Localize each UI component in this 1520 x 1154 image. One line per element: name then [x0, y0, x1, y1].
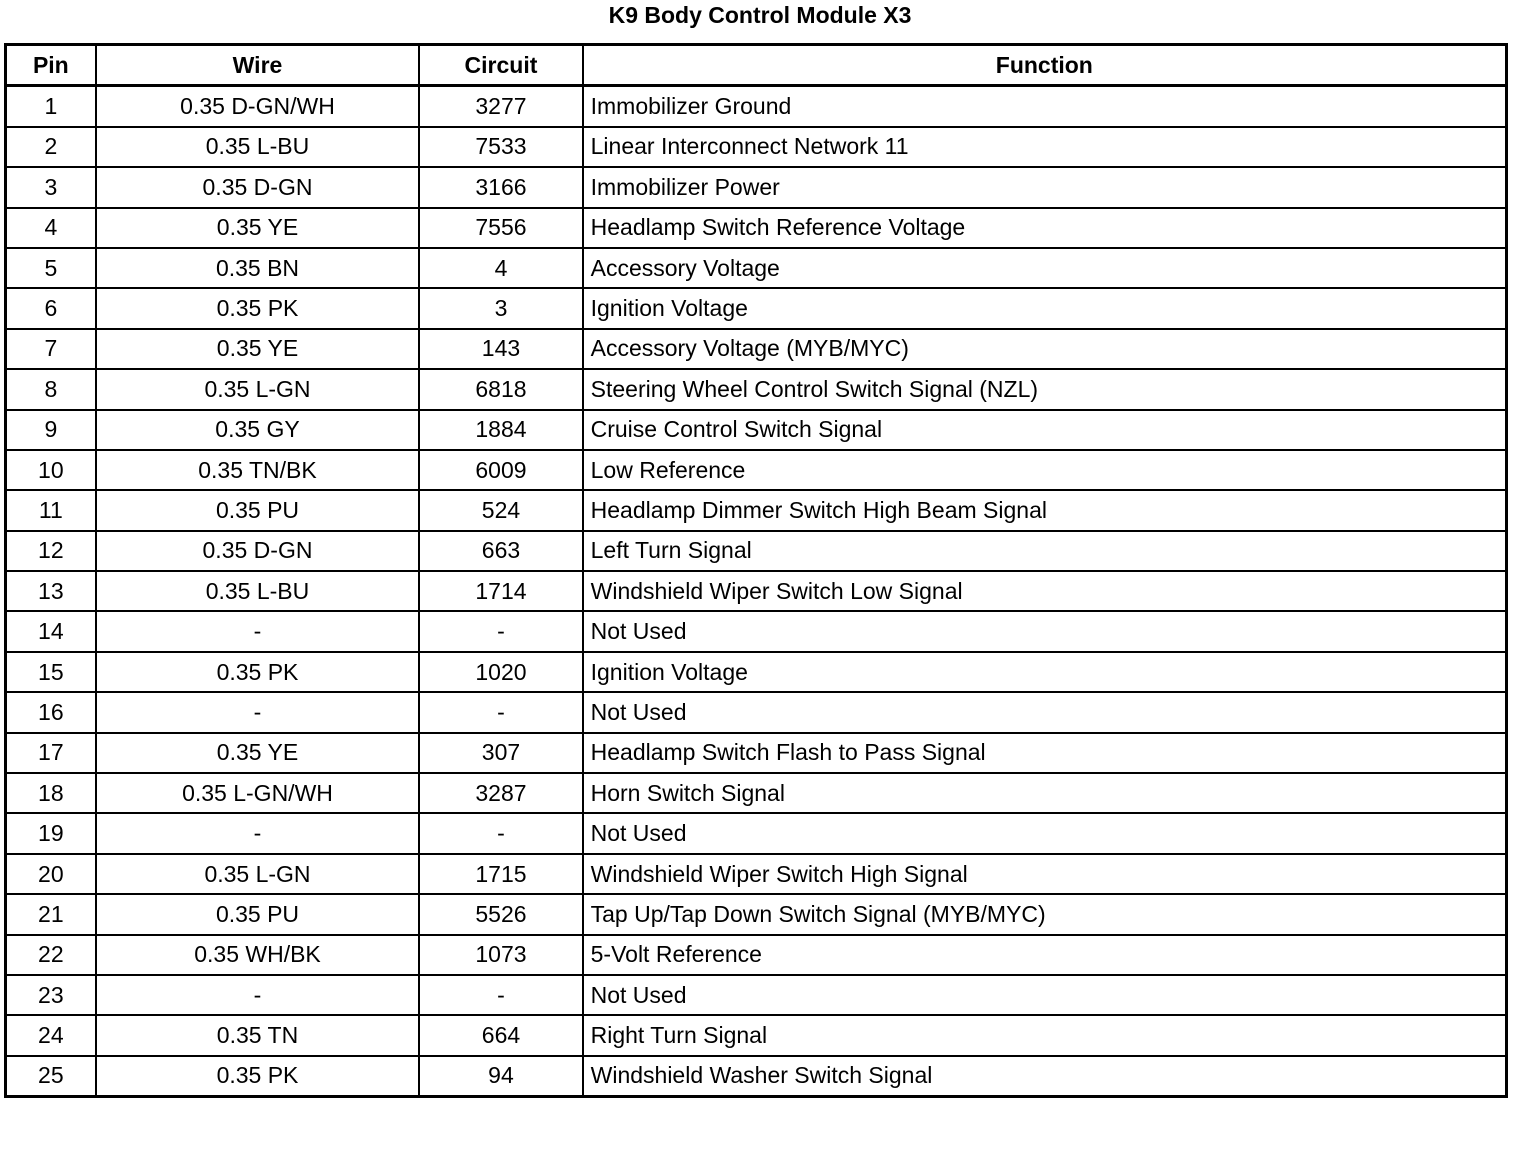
- wire-cell: 0.35 PK: [96, 1056, 420, 1097]
- circuit-cell: 94: [419, 1056, 582, 1097]
- function-cell: Windshield Washer Switch Signal: [583, 1056, 1507, 1097]
- table-row: [6, 571, 1507, 611]
- circuit-cell: 1714: [419, 571, 582, 611]
- wire-cell: 0.35 PK: [96, 652, 420, 692]
- circuit-cell: 1073: [419, 935, 582, 975]
- table-row: [6, 86, 1507, 127]
- column-header-function: Function: [583, 45, 1507, 86]
- wire-cell: 0.35 D-GN: [96, 531, 420, 571]
- table-row: [6, 531, 1507, 571]
- table-row: [6, 329, 1507, 369]
- wire-cell: 0.35 TN: [96, 1015, 420, 1055]
- circuit-cell: 6818: [419, 369, 582, 409]
- wire-cell: 0.35 WH/BK: [96, 935, 420, 975]
- table-row: [6, 813, 1507, 853]
- circuit-cell: 1884: [419, 410, 582, 450]
- page-title: K9 Body Control Module X3: [608, 2, 912, 28]
- wire-cell: 0.35 D-GN: [96, 167, 420, 207]
- function-cell: Accessory Voltage (MYB/MYC): [583, 329, 1507, 369]
- function-cell: Tap Up/Tap Down Switch Signal (MYB/MYC): [583, 894, 1507, 934]
- wire-cell: 0.35 L-BU: [96, 571, 420, 611]
- function-cell: Not Used: [583, 692, 1507, 732]
- circuit-cell: 7556: [419, 208, 582, 248]
- circuit-cell: -: [419, 611, 582, 651]
- wire-cell: -: [96, 975, 420, 1015]
- table-row: [6, 490, 1507, 530]
- table-row: [6, 1015, 1507, 1055]
- pin-cell: 12: [6, 531, 96, 571]
- table-body: [6, 86, 1507, 1097]
- pin-cell: 25: [6, 1056, 96, 1097]
- circuit-cell: 143: [419, 329, 582, 369]
- function-cell: Not Used: [583, 611, 1507, 651]
- function-cell: Accessory Voltage: [583, 248, 1507, 288]
- table-row: [6, 1056, 1507, 1097]
- function-cell: Not Used: [583, 975, 1507, 1015]
- wire-cell: 0.35 D-GN/WH: [96, 86, 420, 127]
- table-row: [6, 652, 1507, 692]
- function-cell: Linear Interconnect Network 11: [583, 127, 1507, 167]
- function-cell: Low Reference: [583, 450, 1507, 490]
- pin-cell: 7: [6, 329, 96, 369]
- table-row: [6, 248, 1507, 288]
- pin-cell: 22: [6, 935, 96, 975]
- table-row: [6, 733, 1507, 773]
- table-row: [6, 975, 1507, 1015]
- pin-cell: 8: [6, 369, 96, 409]
- circuit-cell: 4: [419, 248, 582, 288]
- pin-cell: 2: [6, 127, 96, 167]
- circuit-cell: 7533: [419, 127, 582, 167]
- pin-cell: 14: [6, 611, 96, 651]
- column-header-pin: Pin: [6, 45, 96, 86]
- table-row: [6, 127, 1507, 167]
- pin-cell: 24: [6, 1015, 96, 1055]
- pin-cell: 3: [6, 167, 96, 207]
- wire-cell: -: [96, 692, 420, 732]
- column-header-circuit: Circuit: [419, 45, 582, 86]
- circuit-cell: 3: [419, 288, 582, 328]
- pin-cell: 18: [6, 773, 96, 813]
- column-header-wire: Wire: [96, 45, 420, 86]
- table-row: [6, 854, 1507, 894]
- table-row: [6, 935, 1507, 975]
- pin-cell: 20: [6, 854, 96, 894]
- wire-cell: 0.35 L-GN: [96, 854, 420, 894]
- circuit-cell: -: [419, 692, 582, 732]
- pin-cell: 9: [6, 410, 96, 450]
- circuit-cell: -: [419, 975, 582, 1015]
- pin-cell: 10: [6, 450, 96, 490]
- function-cell: Right Turn Signal: [583, 1015, 1507, 1055]
- pin-cell: 19: [6, 813, 96, 853]
- pin-cell: 17: [6, 733, 96, 773]
- circuit-cell: 1020: [419, 652, 582, 692]
- function-cell: Left Turn Signal: [583, 531, 1507, 571]
- function-cell: Headlamp Switch Flash to Pass Signal: [583, 733, 1507, 773]
- table-row: [6, 208, 1507, 248]
- wire-cell: 0.35 L-GN/WH: [96, 773, 420, 813]
- function-cell: Windshield Wiper Switch Low Signal: [583, 571, 1507, 611]
- wire-cell: 0.35 PK: [96, 288, 420, 328]
- function-cell: Immobilizer Ground: [583, 86, 1507, 127]
- wire-cell: 0.35 TN/BK: [96, 450, 420, 490]
- circuit-cell: 3287: [419, 773, 582, 813]
- wire-cell: 0.35 PU: [96, 894, 420, 934]
- wire-cell: 0.35 PU: [96, 490, 420, 530]
- circuit-cell: 524: [419, 490, 582, 530]
- circuit-cell: 664: [419, 1015, 582, 1055]
- circuit-cell: 1715: [419, 854, 582, 894]
- pin-cell: 11: [6, 490, 96, 530]
- circuit-cell: -: [419, 813, 582, 853]
- table-row: [6, 773, 1507, 813]
- function-cell: Steering Wheel Control Switch Signal (NZL): [583, 369, 1507, 409]
- pinout-table: [4, 43, 1508, 1098]
- pin-cell: 21: [6, 894, 96, 934]
- function-cell: 5-Volt Reference: [583, 935, 1507, 975]
- wire-cell: 0.35 YE: [96, 208, 420, 248]
- table-row: [6, 611, 1507, 651]
- pin-cell: 5: [6, 248, 96, 288]
- function-cell: Not Used: [583, 813, 1507, 853]
- function-cell: Horn Switch Signal: [583, 773, 1507, 813]
- pin-cell: 4: [6, 208, 96, 248]
- table-row: [6, 369, 1507, 409]
- table-row: [6, 288, 1507, 328]
- circuit-cell: 3277: [419, 86, 582, 127]
- circuit-cell: 3166: [419, 167, 582, 207]
- table-row: [6, 450, 1507, 490]
- pin-cell: 15: [6, 652, 96, 692]
- function-cell: Ignition Voltage: [583, 288, 1507, 328]
- header-row: [6, 45, 1507, 86]
- table-row: [6, 894, 1507, 934]
- pin-cell: 13: [6, 571, 96, 611]
- circuit-cell: 307: [419, 733, 582, 773]
- wire-cell: 0.35 L-GN: [96, 369, 420, 409]
- pin-cell: 1: [6, 86, 96, 127]
- circuit-cell: 6009: [419, 450, 582, 490]
- table-row: [6, 410, 1507, 450]
- function-cell: Headlamp Dimmer Switch High Beam Signal: [583, 490, 1507, 530]
- wire-cell: 0.35 YE: [96, 329, 420, 369]
- wire-cell: 0.35 GY: [96, 410, 420, 450]
- wire-cell: 0.35 YE: [96, 733, 420, 773]
- function-cell: Cruise Control Switch Signal: [583, 410, 1507, 450]
- wire-cell: 0.35 BN: [96, 248, 420, 288]
- wire-cell: -: [96, 813, 420, 853]
- function-cell: Immobilizer Power: [583, 167, 1507, 207]
- table-header: [6, 45, 1507, 86]
- wire-cell: 0.35 L-BU: [96, 127, 420, 167]
- table-row: [6, 167, 1507, 207]
- wire-cell: -: [96, 611, 420, 651]
- table-row: [6, 692, 1507, 732]
- function-cell: Headlamp Switch Reference Voltage: [583, 208, 1507, 248]
- circuit-cell: 5526: [419, 894, 582, 934]
- circuit-cell: 663: [419, 531, 582, 571]
- pin-cell: 23: [6, 975, 96, 1015]
- pin-cell: 16: [6, 692, 96, 732]
- function-cell: Windshield Wiper Switch High Signal: [583, 854, 1507, 894]
- pin-cell: 6: [6, 288, 96, 328]
- function-cell: Ignition Voltage: [583, 652, 1507, 692]
